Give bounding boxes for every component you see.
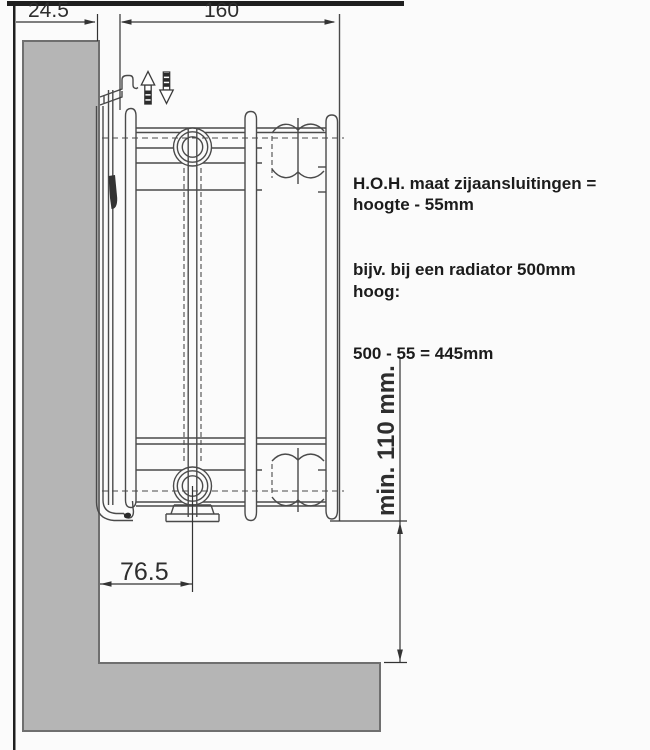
left-border-line [13,1,16,750]
annotation-result: 500 - 55 = 445mm [353,343,494,363]
panel-middle [245,112,257,521]
annotation-formula: H.O.H. maat zijaansluitingen = hoogte - 55mm [353,173,597,214]
arrow-down-icon [397,650,403,662]
side-connection-bosses [174,128,212,505]
dimension-label-floor-clearance: min. 110 mm. [373,365,400,516]
radiator-panels [126,109,338,521]
convector-fins [272,118,324,512]
arrow-left-icon [121,19,132,25]
radiator-drawing [97,14,345,522]
arrow-right-icon [325,19,336,25]
mount-arrow-up-icon [141,72,154,105]
dimension-label-pipe-offset: 76.5 [120,558,169,586]
annotation-block [353,151,645,386]
arrow-right-icon [85,19,96,25]
dimension-label-wall-offset: 24.5 [28,0,69,22]
hub-tube [184,129,201,517]
arrow-right-icon [181,581,192,587]
dimension-label-depth: 160 [204,0,240,22]
mount-arrow-down-icon [160,72,173,104]
panel-left [126,109,137,508]
arrow-left-icon [101,581,112,587]
bracket-clip [109,175,118,209]
arrow-up-icon [397,523,403,535]
panel-right [326,115,338,519]
annotation-example: bijv. bij een radiator 500mm hoog: [353,260,576,301]
